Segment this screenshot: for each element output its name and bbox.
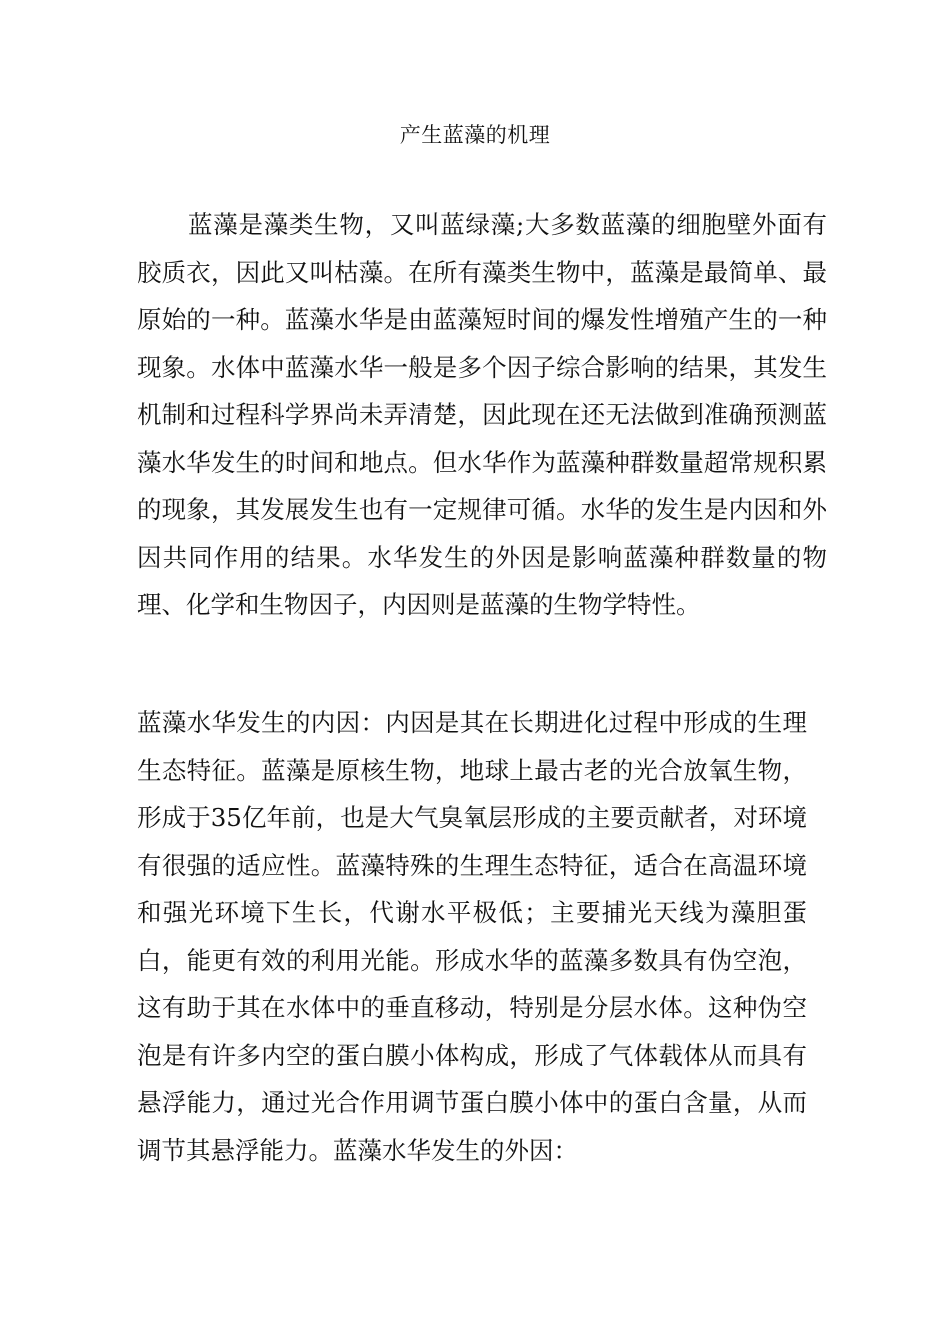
paragraph-internal-causes: 蓝藻水华发生的内因：内因是其在长期进化过程中形成的生理生态特征。蓝藻是原核生物，地球上最古老的光合放氧生物，形成于35亿年前，也是大气臭氧层形成的主要贡献者，对环境有很强的适应性。蓝藻特殊的生理生态特征，适合在高温环境和强光环境下生长，代谢水平极低；主要捕光天线为藻胆蛋白，能更有效的利用光能。形成水华的蓝藻多数具有伪空泡，这有助于其在水体中的垂直移动，特别是分层水体。这种伪空泡是有许多内空的蛋白膜小体构成，形成了气体载体从而具有悬浮能力，通过光合作用调节蛋白膜小体中的蛋白含量，从而调节其悬浮能力。蓝藻水华发生的外因： (137, 708, 807, 1165)
paragraph-intro: 蓝藻是藻类生物，又叫蓝绿藻;大多数蓝藻的细胞壁外面有胶质衣，因此又叫枯藻。在所有藻类生物中，蓝藻是最简单、最原始的一种。蓝藻水华是由蓝藻短时间的爆发性增殖产生的一种现象。水体中蓝藻水华一般是多个因子综合影响的结果，其发生机制和过程科学界尚未弄清楚，因此现在还无法做到准确预测蓝藻水华发生的时间和地点。但水华作为蓝藻种群数量超常规积累的现象，其发展发生也有一定规律可循。水华的发生是内因和外因共同作用的结果。水华发生的外因是影响蓝藻种群数量的物理、化学和生物因子，内因则是蓝藻的生物学特性。 (137, 210, 827, 619)
document-title: 产生蓝藻的机理 (399, 123, 551, 147)
